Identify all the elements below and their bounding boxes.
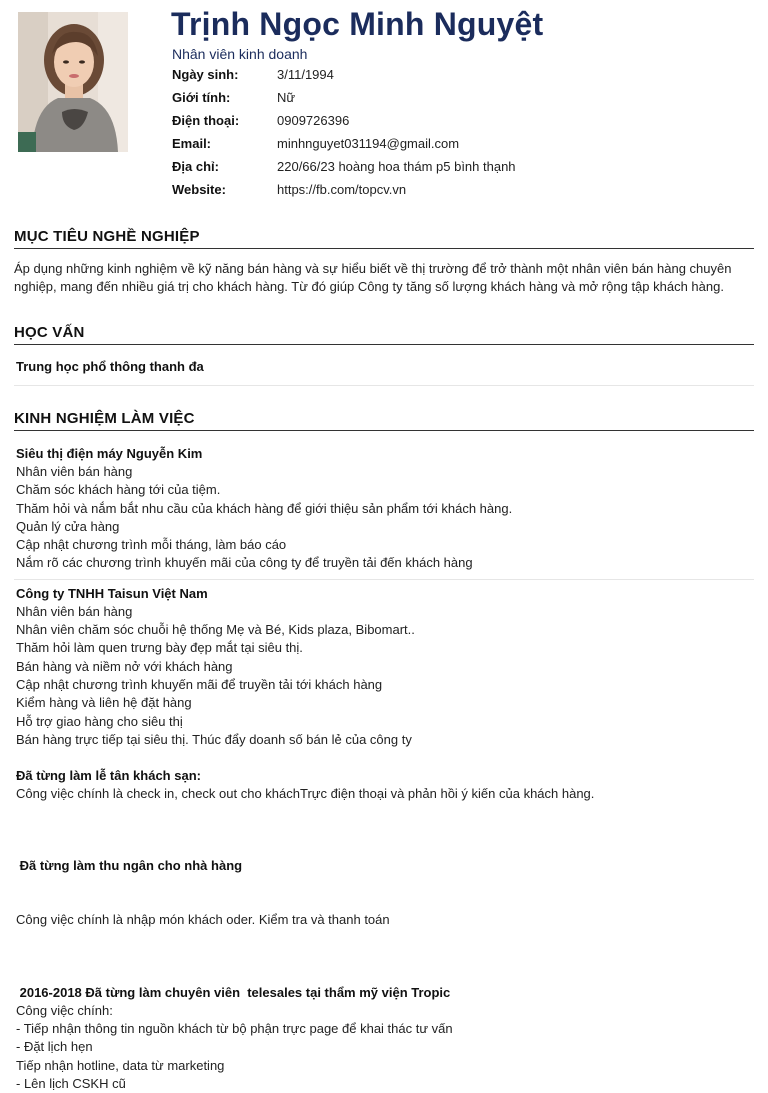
education-section <box>14 324 754 386</box>
info-label: Website: <box>172 182 226 197</box>
job-entry <box>14 445 754 573</box>
extra-entry <box>14 767 754 803</box>
info-label: Địa chỉ: <box>172 159 219 174</box>
extra-line: Công việc chính là nhập món khách oder. Kiểm tra và thanh toán <box>16 912 390 928</box>
divider <box>14 579 754 580</box>
info-label: Điện thoại: <box>172 113 240 128</box>
personal-info <box>172 66 516 204</box>
info-value: 0909726396 <box>277 113 350 128</box>
job-line: Hỗ trợ giao hàng cho siêu thị <box>16 713 183 729</box>
job-line: Cập nhật chương trình mỗi tháng, làm báo cáo <box>16 537 287 553</box>
extra-title: 2016-2018 Đã từng làm chuyên viên telesales tại thẩm mỹ viện Tropic <box>16 984 451 1000</box>
info-row-birthdate <box>172 66 516 89</box>
extra-entry <box>14 984 754 1093</box>
info-label: Email: <box>172 136 212 151</box>
job-line: Nhân viên bán hàng <box>16 464 133 479</box>
divider <box>14 385 754 386</box>
info-value: https://fb.com/topcv.vn <box>277 182 407 197</box>
info-label: Giới tính: <box>172 90 231 105</box>
extra-entry <box>14 821 754 965</box>
job-line: Bán hàng và niềm nở với khách hàng <box>16 658 233 674</box>
objective-text: Áp dụng những kinh nghiệm về kỹ năng bán hàng và sự hiểu biết về thị trường để trở thành một nhân viên bán hàng chuyên nghiệp, mang đến nhiều giá trị cho khách hàng. Từ đó giúp Công ty tăng số lượng khách hàng và mở rộng tập khách hàng. <box>14 261 732 294</box>
info-value: 3/11/1994 <box>277 67 334 82</box>
school-name: Trung học phổ thông thanh đa <box>16 359 204 374</box>
section-heading: MỤC TIÊU NGHỀ NGHIỆP <box>14 228 754 249</box>
job-line: Nhân viên bán hàng <box>16 603 133 619</box>
extra-line: Công việc chính: <box>16 1002 113 1018</box>
extra-title: Đã từng làm thu ngân cho nhà hàng <box>16 858 243 874</box>
job-line: Thăm hỏi làm quen trưng bày đẹp mắt tại siêu thị. <box>16 640 303 656</box>
company-name: Công ty TNHH Taisun Việt Nam <box>16 585 208 601</box>
company-name: Siêu thị điện máy Nguyễn Kim <box>16 446 203 461</box>
profile-photo <box>18 12 128 152</box>
job-line: Chăm sóc khách hàng tới của tiệm. <box>16 482 221 498</box>
candidate-name: Trịnh Ngọc Minh Nguyệt <box>171 6 544 42</box>
extra-line: Tiếp nhận hotline, data từ marketing <box>16 1057 225 1073</box>
info-label: Ngày sinh: <box>172 67 239 82</box>
extra-line: - Lên lịch CSKH cũ <box>16 1075 126 1091</box>
candidate-position: Nhân viên kinh doanh <box>172 46 308 62</box>
job-line: Bán hàng trực tiếp tại siêu thị. Thúc đẩy doanh số bán lẻ của công ty <box>16 731 412 747</box>
job-line: Quản lý cửa hàng <box>16 518 120 534</box>
extra-title: Đã từng làm lễ tân khách sạn: <box>16 768 201 784</box>
job-line: Cập nhật chương trình khuyến mãi để truyền tải tới khách hàng <box>16 676 383 692</box>
extra-line: Công việc chính là check in, check out cho kháchTrực điện thoại và phản hồi ý kiến của khách hàng. <box>16 786 595 802</box>
job-line: Nhân viên chăm sóc chuỗi hệ thống Mẹ và Bé, Kids plaza, Bibomart.. <box>16 622 415 638</box>
job-line: Nắm rõ các chương trình khuyến mãi của công ty để truyền tải đến khách hàng <box>16 555 473 571</box>
info-row-email <box>172 135 516 158</box>
job-line: Thăm hỏi và nắm bắt nhu cầu của khách hàng để giới thiệu sản phẩm tới khách hàng. <box>16 500 513 516</box>
extra-line: - Tiếp nhận thông tin nguồn khách từ bộ phận trực page để khai thác tư vấn <box>16 1021 453 1037</box>
info-row-website <box>172 181 516 204</box>
experience-section <box>14 410 754 1093</box>
objective-section <box>14 228 754 296</box>
info-value: Nữ <box>277 90 296 105</box>
info-value: 220/66/23 hoàng hoa thám p5 bình thạnh <box>277 159 516 174</box>
info-row-phone <box>172 112 516 135</box>
info-row-address <box>172 158 516 181</box>
info-value: minhnguyet031194@gmail.com <box>277 136 460 151</box>
job-entry <box>14 585 754 749</box>
job-line: Kiểm hàng và liên hệ đặt hàng <box>16 695 192 711</box>
info-row-gender <box>172 89 516 112</box>
section-heading: HỌC VẤN <box>14 324 754 345</box>
extra-line: - Đặt lịch hẹn <box>16 1039 93 1055</box>
section-heading: KINH NGHIỆM LÀM VIỆC <box>14 410 754 431</box>
